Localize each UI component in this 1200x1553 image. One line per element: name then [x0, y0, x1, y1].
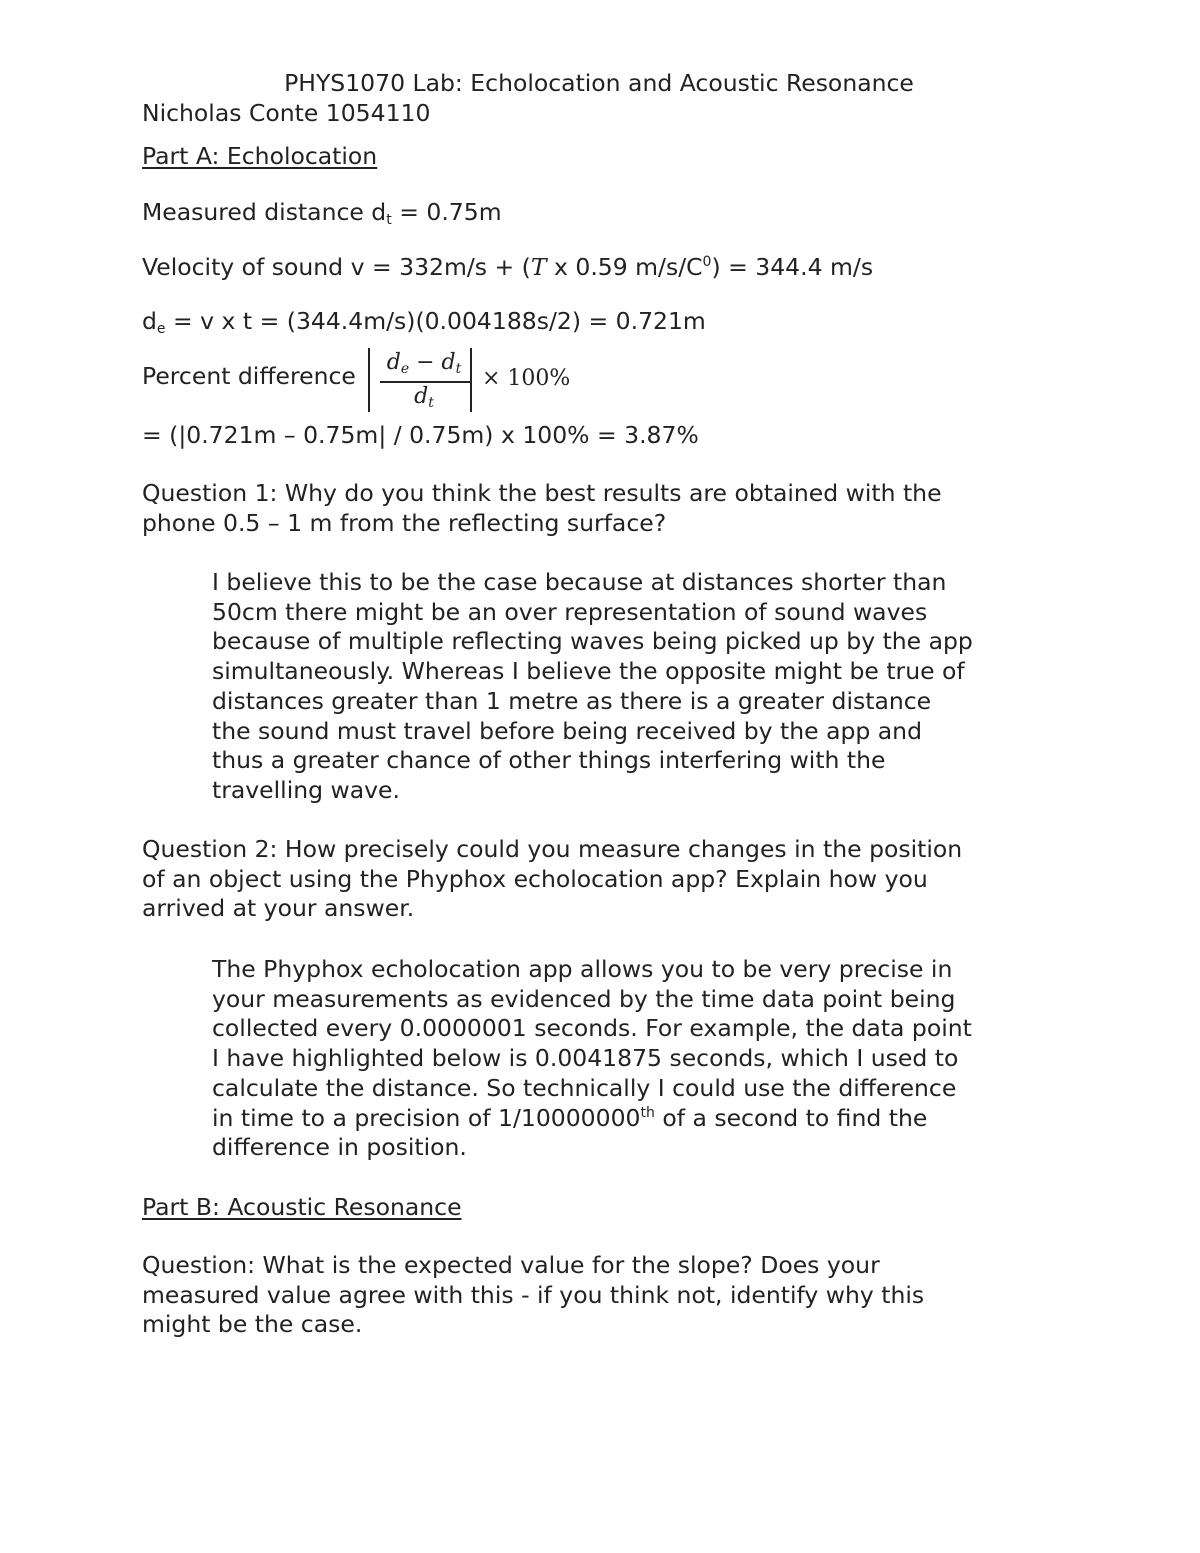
- answer-1-line: I believe this to be the case because at distances shorter than: [212, 568, 947, 596]
- measured-distance-sub: t: [386, 212, 392, 228]
- measured-distance-prefix: Measured distance d: [142, 198, 387, 226]
- answer-1-line: distances greater than 1 metre as there is a greater distance: [212, 686, 932, 715]
- answer-1: [212, 568, 973, 806]
- document-title: [0, 68, 1200, 98]
- measured-distance-suffix: = 0.75m: [391, 198, 502, 226]
- part-b-question-line: Question: What is the expected value for the slope? Does your: [142, 1251, 880, 1279]
- part-b-question-line: measured value agree with this - if you think not, identify why this: [142, 1280, 925, 1309]
- times-100-percent: × 100%: [482, 366, 571, 391]
- part-b-heading: Part B: Acoustic Resonance: [142, 1193, 462, 1221]
- velocity-line: [142, 252, 873, 282]
- velocity-temperature-var: T: [530, 253, 547, 281]
- answer-2-line: The Phyphox echolocation app allows you to be very precise in: [212, 955, 953, 983]
- percent-difference-label: Percent difference: [142, 362, 356, 390]
- answer-1-line: the sound must travel before being received by the app and: [212, 716, 922, 745]
- answer-2-line: collected every 0.0000001 seconds. For example, the data point: [212, 1014, 972, 1043]
- velocity-suffix: ) = 344.4 m/s: [711, 253, 874, 281]
- question-2: [142, 835, 962, 924]
- question-2-line: arrived at your answer.: [142, 894, 415, 923]
- measured-distance-line: [142, 197, 502, 227]
- answer-1-line: because of multiple reflecting waves being picked up by the app: [212, 627, 973, 656]
- answer-2-line: I have highlighted below is 0.0041875 seconds, which I used to: [212, 1044, 959, 1073]
- part-b-question: [142, 1251, 924, 1340]
- answer-2-precision-line: in time to a precision of 1/10000000th of a second to find the: [212, 1103, 928, 1132]
- velocity-middle: x 0.59 m/s/C: [546, 253, 703, 281]
- abs-bar-left: [368, 348, 370, 412]
- fraction-rule: [380, 381, 472, 383]
- velocity-sup: 0: [702, 254, 712, 270]
- fraction-numerator: $d_e - d_t$: [386, 350, 462, 377]
- author-line: Nicholas Conte 1054110: [142, 99, 431, 127]
- de-calculation-line: [142, 306, 706, 336]
- question-2-line: of an object using the Phyphox echolocation app? Explain how you: [142, 864, 928, 893]
- answer-2-line: your measurements as evidenced by the time data point being: [212, 984, 956, 1013]
- answer-2-line: difference in position.: [212, 1133, 467, 1162]
- document-title-text: PHYS1070 Lab: Echolocation and Acoustic Resonance: [284, 69, 914, 97]
- velocity-prefix: Velocity of sound v = 332m/s + (: [142, 253, 531, 281]
- de-prefix: d: [142, 307, 157, 335]
- abs-bar-right: [470, 348, 472, 412]
- percent-difference-formula: [368, 348, 578, 412]
- question-1-line: phone 0.5 – 1 m from the reflecting surface?: [142, 508, 667, 537]
- percent-result-line: = (|0.721m – 0.75m| / 0.75m) x 100% = 3.87%: [142, 421, 699, 449]
- answer-1-line: simultaneously. Whereas I believe the opposite might be true of: [212, 657, 965, 686]
- question-2-line: Question 2: How precisely could you measure changes in the position: [142, 835, 963, 863]
- answer-1-line: 50cm there might be an over representation of sound waves: [212, 597, 928, 626]
- answer-2: [212, 955, 972, 1163]
- question-1: [142, 479, 942, 538]
- answer-2-line: calculate the distance. So technically I could use the difference: [212, 1073, 957, 1102]
- part-a-heading: Part A: Echolocation: [142, 142, 378, 170]
- answer-1-line: thus a greater chance of other things interfering with the: [212, 746, 886, 775]
- de-sub: e: [156, 321, 166, 337]
- part-b-question-line: might be the case.: [142, 1310, 363, 1339]
- question-1-line: Question 1: Why do you think the best results are obtained with the: [142, 479, 942, 507]
- de-suffix: = v x t = (344.4m/s)(0.004188s/2) = 0.721m: [165, 307, 706, 335]
- fraction-denominator: $d_t$: [414, 384, 434, 411]
- answer-1-line: travelling wave.: [212, 775, 400, 804]
